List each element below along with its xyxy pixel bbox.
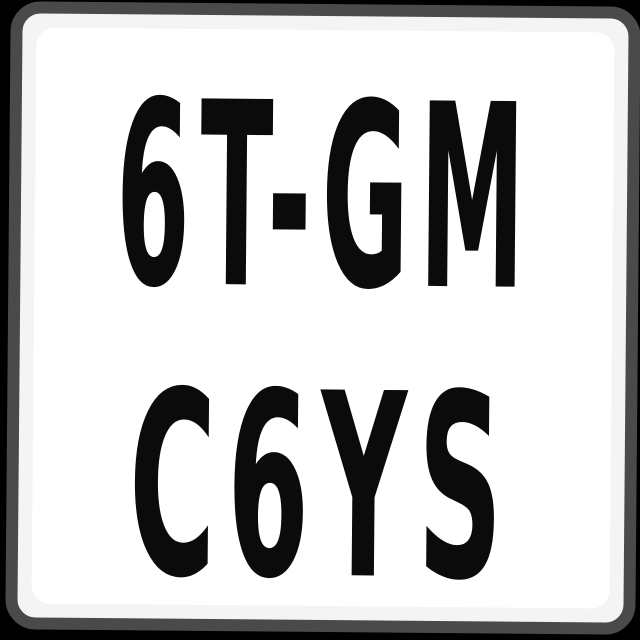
plate-text-line-1: 6T-GM [114,47,537,348]
license-plate [5,1,640,637]
plate-face [31,27,614,637]
plate-text-line-2: C6YS [127,337,516,637]
